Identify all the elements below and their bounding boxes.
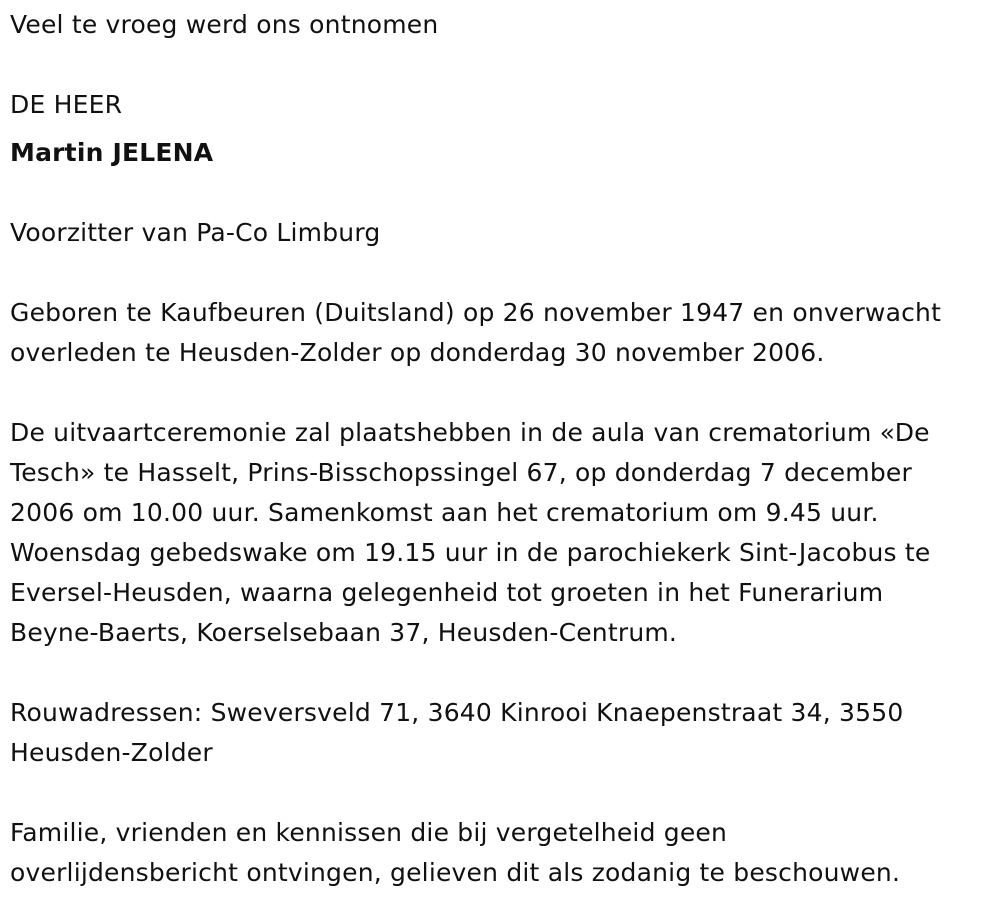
intro-text: Veel te vroeg werd ons ontnomen	[10, 10, 439, 39]
address-line: Rouwadressen: Sweversveld 71, 3640 Kinrooi Knaepenstraat 34, 3550	[10, 698, 904, 727]
birth-death-line: Geboren te Kaufbeuren (Duitsland) op 26 november 1947 en onverwacht	[10, 298, 942, 327]
closing-line: Familie, vrienden en kennissen die bij vergetelheid geen	[10, 818, 728, 847]
role-text: Voorzitter van Pa-Co Limburg	[10, 218, 381, 247]
honorific: DE HEER	[10, 90, 123, 119]
deceased-name: Martin JELENA	[10, 138, 214, 167]
address-line: Heusden-Zolder	[10, 738, 213, 767]
ceremony-line: Woensdag gebedswake om 19.15 uur in de parochiekerk Sint-Jacobus te	[10, 538, 931, 567]
birth-death-line: overleden te Heusden-Zolder op donderdag 30 november 2006.	[10, 338, 825, 367]
ceremony-line: Eversel-Heusden, waarna gelegenheid tot groeten in het Funerarium	[10, 578, 884, 607]
ceremony-line: De uitvaartceremonie zal plaatshebben in de aula van crematorium «De	[10, 418, 930, 447]
closing-line: overlijdensbericht ontvingen, gelieven dit als zodanig te beschouwen.	[10, 858, 901, 887]
ceremony-line: Tesch» te Hasselt, Prins-Bisschopssingel 67, op donderdag 7 december	[10, 458, 912, 487]
ceremony-line: Beyne-Baerts, Koerselsebaan 37, Heusden-Centrum.	[10, 618, 678, 647]
ceremony-line: 2006 om 10.00 uur. Samenkomst aan het crematorium om 9.45 uur.	[10, 498, 879, 527]
